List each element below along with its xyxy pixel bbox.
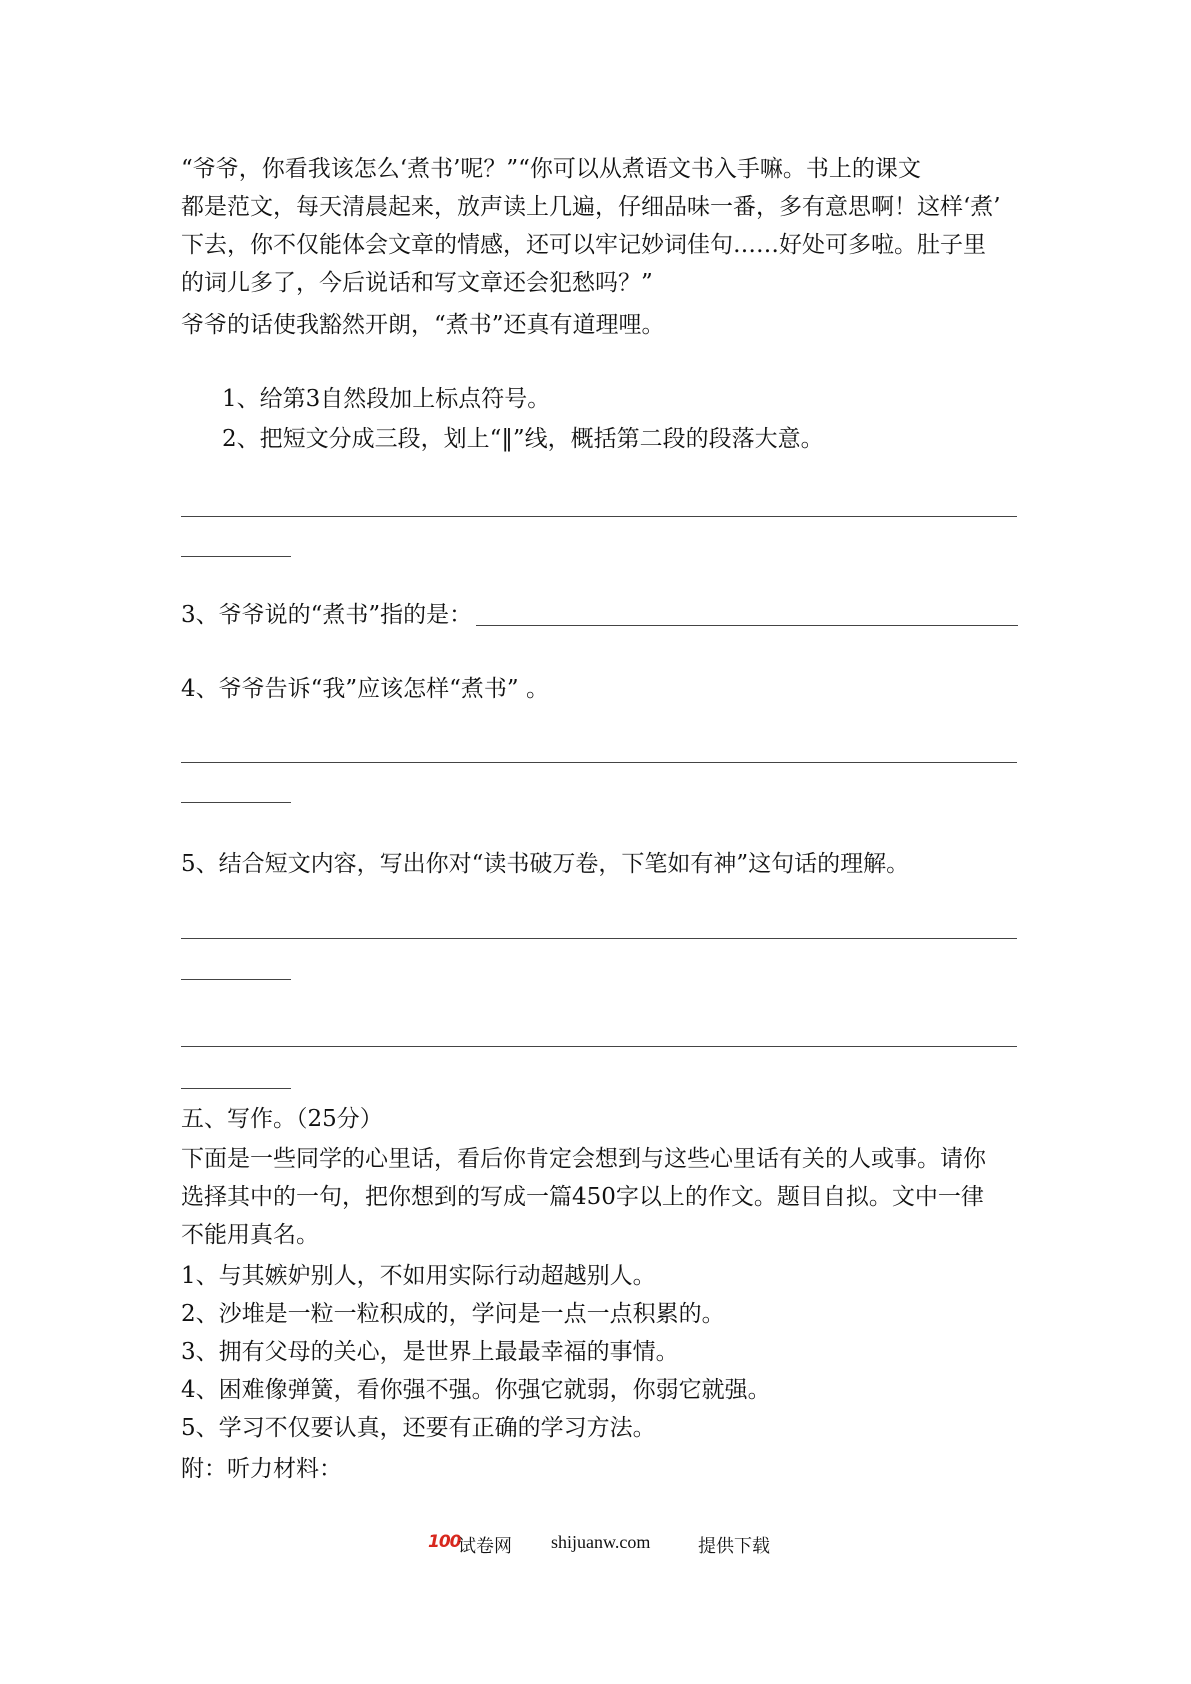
writing-option: 1、与其嫉妒别人，不如用实际行动超越别人。 <box>181 1263 656 1289</box>
story-line: “爷爷，你看我该怎么‘煮书’呢？”“你可以从煮语文书入手嘛。书上的课文 <box>181 156 921 182</box>
story-paragraph <box>181 150 1021 302</box>
story-line: 都是范文，每天清晨起来，放声读上几遍，仔细品味一番，多有意思啊！这样‘煮’ <box>181 194 1001 220</box>
answer-line-short[interactable] <box>181 1088 291 1089</box>
writing-option: 4、困难像弹簧，看你强不强。你强它就弱，你弱它就强。 <box>181 1377 771 1403</box>
writing-instructions <box>181 1140 1021 1254</box>
answer-line[interactable] <box>181 1046 1017 1047</box>
writing-option: 5、学习不仅要认真，还要有正确的学习方法。 <box>181 1415 656 1441</box>
site-logo: 100 <box>428 1532 461 1552</box>
question-1: 1、给第3自然段加上标点符号。 <box>222 386 551 412</box>
question-5: 5、结合短文内容，写出你对“读书破万卷，下笔如有神”这句话的理解。 <box>181 851 910 877</box>
answer-line-q3[interactable] <box>476 625 1018 626</box>
writing-option: 3、拥有父母的关心，是世界上最最幸福的事情。 <box>181 1339 679 1365</box>
download-note: 提供下载 <box>698 1536 770 1557</box>
answer-line-short[interactable] <box>181 802 291 803</box>
question-2: 2、把短文分成三段，划上“‖”线，概括第二段的段落大意。 <box>222 426 824 452</box>
appendix-label: 附：听力材料： <box>181 1456 342 1482</box>
instruction-line: 选择其中的一句，把你想到的写成一篇450字以上的作文。题目自拟。文中一律 <box>181 1184 984 1210</box>
page-footer <box>0 1530 1191 1560</box>
story-closing: 爷爷的话使我豁然开朗，“煮书”还真有道理哩。 <box>181 312 665 338</box>
answer-line[interactable] <box>181 762 1017 763</box>
story-line: 的词儿多了，今后说话和写文章还会犯愁吗？” <box>181 270 653 296</box>
writing-heading: 五、写作。（25分） <box>181 1106 383 1132</box>
site-url[interactable]: shijuanw.com <box>551 1532 651 1552</box>
instruction-line: 下面是一些同学的心里话，看后你肯定会想到与这些心里话有关的人或事。请你 <box>181 1146 986 1172</box>
answer-line-short[interactable] <box>181 979 291 980</box>
answer-line[interactable] <box>181 938 1017 939</box>
story-line: 下去，你不仅能体会文章的情感，还可以牢记妙词佳句……好处可多啦。肚子里 <box>181 232 986 258</box>
site-name: 试卷网 <box>458 1536 512 1557</box>
instruction-line: 不能用真名。 <box>181 1222 319 1248</box>
answer-line[interactable] <box>181 516 1017 517</box>
question-4: 4、爷爷告诉“我”应该怎样“煮书” 。 <box>181 676 549 702</box>
writing-options <box>181 1257 1021 1447</box>
writing-option: 2、沙堆是一粒一粒积成的，学问是一点一点积累的。 <box>181 1301 725 1327</box>
question-3: 3、爷爷说的“煮书”指的是： <box>181 602 473 628</box>
answer-line-short[interactable] <box>181 556 291 557</box>
